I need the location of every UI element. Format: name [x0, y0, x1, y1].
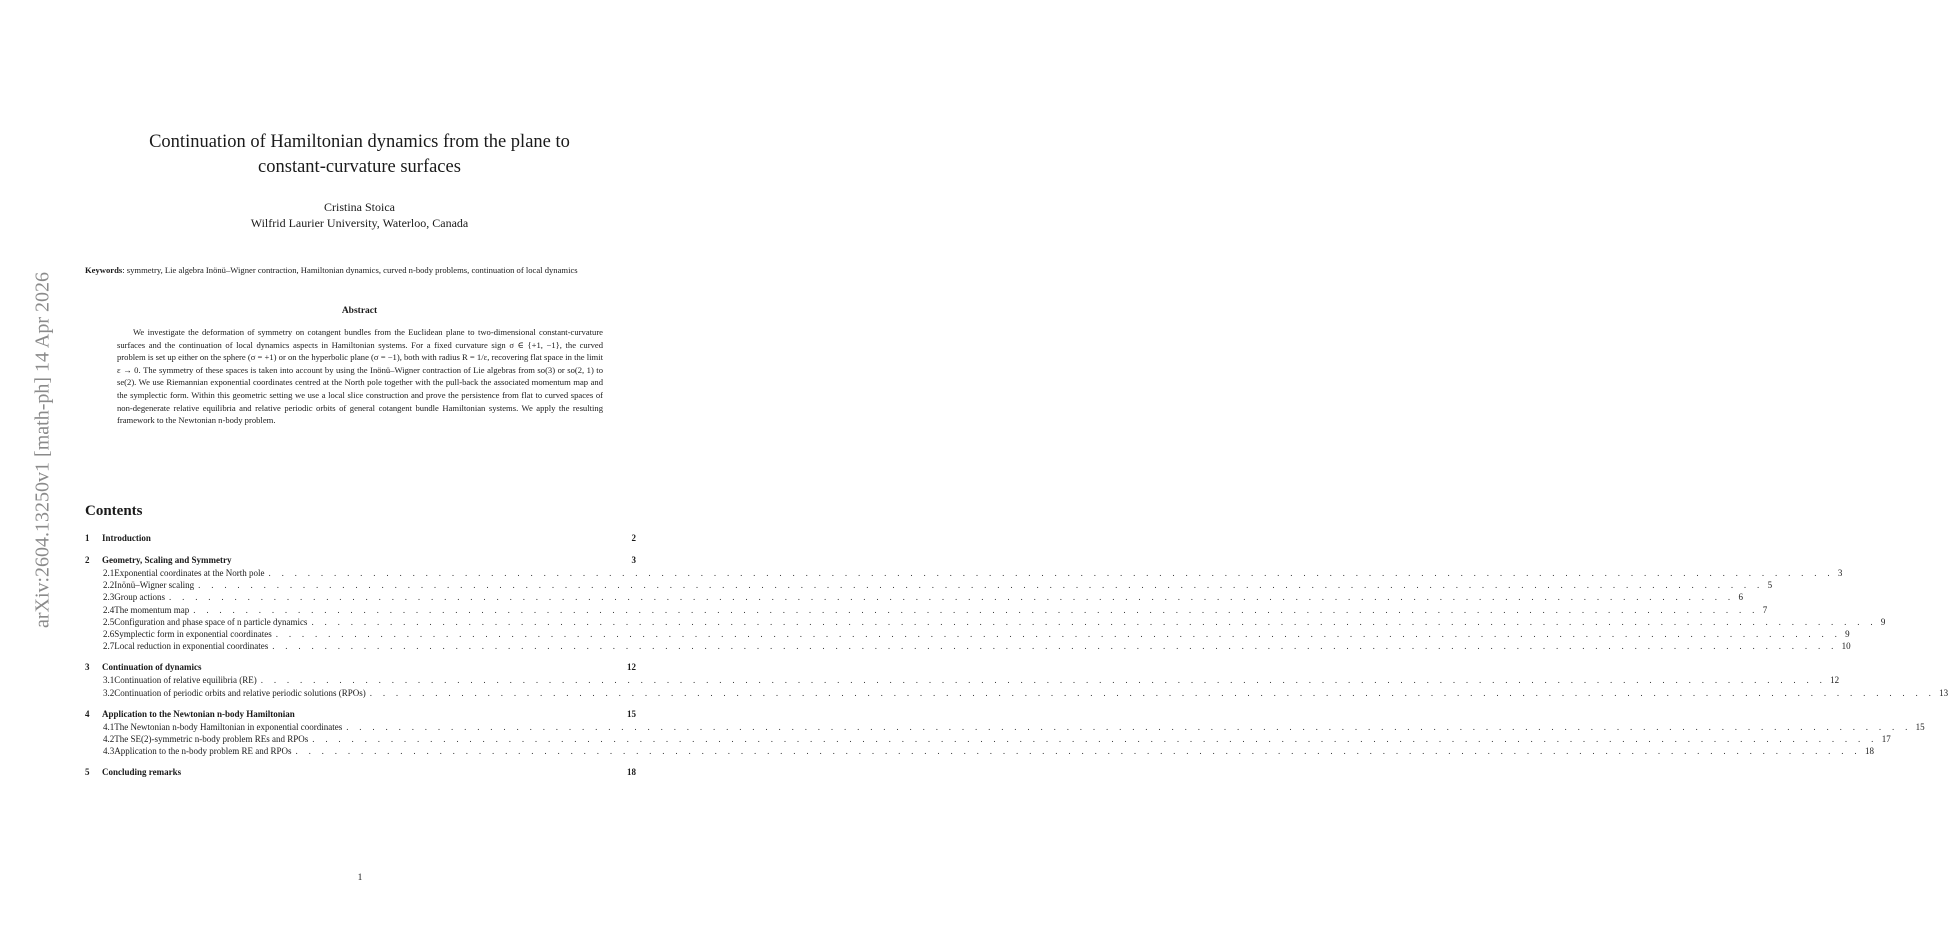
toc-dot-leader: . . . . . . . . . . . . . . . . . . . . . . . . . . . . . . . . . . . . . . . . . . . . . . . . . . . . . . . . . . . . . . . . . . . . . . . . . . . . . . . . . . . . . . . . . . . . . . . . . . . . . . . . . . . . . . . . . . . . . . . . — [346, 721, 1912, 732]
toc-subsection-title: The SE(2)-symmetric n-body problem REs and RPOs — [114, 733, 309, 744]
toc-subsection-title: Exponential coordinates at the North pole — [114, 568, 265, 578]
toc-section-page: 3 — [631, 555, 636, 565]
toc-subsection-number: 2.6 — [103, 628, 115, 639]
toc-section-entry[interactable] — [85, 554, 636, 567]
toc-subsection-page: 9 — [1880, 616, 1886, 627]
title-line-2: constant-curvature surfaces — [258, 157, 461, 177]
paper-title — [85, 130, 634, 180]
toc-section-page: 18 — [627, 767, 636, 778]
toc-section-number: 4 — [85, 708, 90, 719]
abstract-text: We investigate the deformation of symmetry on cotangent bundles from the Euclidean plane to two-dimensional constant-curvature surfaces and the continuation of local dynamics aspects in Hamiltonian systems. For a fixed curvature sign σ ∈ {+1, −1}, the curved problem is set up either on the sphere (σ = +1) or on the hyperbolic plane (σ = −1), both with radius R = 1/ε, recovering flat space in the limit ε → 0. The symmetry of these spaces is taken into account by using the Inönü–Wigner contraction of Lie algebras from so(3) or so(2, 1) to se(2). We use Riemannian exponential coordinates centred at the North pole together with the pull-back the associated momentum map and the symplectic form. Within this geometric setting we use a local slice construction and prove the persistence from flat to curved spaces of non-degenerate relative equilibria and relative periodic orbits of general cotangent bundle Hamiltonian systems. We apply the resulting framework to the Newtonian n-body problem. — [117, 327, 603, 426]
keywords-text: : symmetry, Lie algebra Inönü–Wigner contraction, Hamiltonian dynamics, curved n-body problems, continuation of local dynamics — [122, 265, 578, 275]
toc-subsection-page: 12 — [1830, 675, 1840, 686]
toc-subsection-number: 3.1 — [103, 675, 115, 686]
toc-subsection-entry[interactable] — [85, 674, 1840, 686]
toc-subsection-entry[interactable] — [85, 591, 1743, 603]
toc-subsection-title: The Newtonian n-body Hamiltonian in exponential coordinates — [114, 721, 343, 732]
toc-section-title: Geometry, Scaling and Symmetry — [102, 555, 232, 565]
toc-subsection-page: 15 — [1915, 721, 1925, 732]
toc-section-title: Concluding remarks — [102, 767, 182, 778]
contents-heading: Contents — [85, 503, 143, 519]
toc-subsection-title: Configuration and phase space of n particle dynamics — [114, 616, 308, 627]
toc-dot-leader: . . . . . . . . . . . . . . . . . . . . . . . . . . . . . . . . . . . . . . . . . . . . . . . . . . . . . . . . . . . . . . . . . . . . . . . . . . . . . . . . . . . . . . . . . . . . . . . . . . . . . . . . . . . . . . . . . . . . . . . . — [198, 580, 1764, 591]
toc-subsection-number: 4.3 — [103, 746, 115, 757]
toc-subsection-number: 4.2 — [103, 733, 115, 744]
title-line-1: Continuation of Hamiltonian dynamics from the plane to — [149, 132, 570, 152]
toc-section-number: 3 — [85, 662, 90, 673]
toc-subsection-title: Local reduction in exponential coordinates — [114, 641, 269, 652]
toc-subsection-number: 4.1 — [103, 721, 115, 732]
toc-subsection-title: Application to the n-body problem RE and RPOs — [114, 746, 292, 757]
toc-subsection-number: 2.3 — [103, 592, 115, 603]
toc-section-page: 12 — [627, 662, 636, 673]
toc-subsection-number: 2.1 — [103, 568, 115, 578]
arxiv-identifier: arXiv:2604.13250v1 [math-ph] 14 Apr 2026 — [31, 271, 54, 629]
toc-dot-leader: . . . . . . . . . . . . . . . . . . . . . . . . . . . . . . . . . . . . . . . . . . . . . . . . . . . . . . . . . . . . . . . . . . . . . . . . . . . . . . . . . . . . . . . . . . . . . . . . . . . . . . . . . . . . . . . . . . . . . . . . — [295, 746, 1861, 757]
toc-section-gap — [85, 757, 636, 766]
toc-subsection-number: 2.5 — [103, 616, 115, 627]
toc-subsection-title: The momentum map — [114, 604, 190, 615]
toc-section-title: Continuation of dynamics — [102, 662, 202, 673]
toc-section-number: 5 — [85, 767, 90, 778]
toc-subsection-number: 3.2 — [103, 687, 115, 698]
toc-subsection-entry[interactable] — [85, 616, 1886, 628]
toc-dot-leader: . . . . . . . . . . . . . . . . . . . . . . . . . . . . . . . . . . . . . . . . . . . . . . . . . . . . . . . . . . . . . . . . . . . . . . . . . . . . . . . . . . . . . . . . . . . . . . . . . . . . . . . . . . . . . . . . . . . . . . . . — [275, 628, 1842, 639]
toc-dot-leader: . . . . . . . . . . . . . . . . . . . . . . . . . . . . . . . . . . . . . . . . . . . . . . . . . . . . . . . . . . . . . . . . . . . . . . . . . . . . . . . . . . . . . . . . . . . . . . . . . . . . . . . . . . . . . . . . . . . . . . . . — [260, 675, 1827, 686]
toc-subsection-entry[interactable] — [85, 628, 1850, 640]
toc-subsection-number: 2.7 — [103, 641, 115, 652]
author-block — [85, 199, 634, 231]
toc-subsection-title: Symplectic form in exponential coordinates — [114, 628, 272, 639]
author-name: Cristina Stoica — [324, 200, 395, 214]
toc-subsection-entry[interactable] — [85, 604, 1768, 616]
toc-subsection-entry[interactable] — [85, 745, 1874, 757]
toc-subsection-entry[interactable] — [85, 567, 1843, 579]
toc-dot-leader: . . . . . . . . . . . . . . . . . . . . . . . . . . . . . . . . . . . . . . . . . . . . . . . . . . . . . . . . . . . . . . . . . . . . . . . . . . . . . . . . . . . . . . . . . . . . . . . . . . . . . . . . . . . . . . . . . . . . . . . . — [193, 604, 1759, 615]
toc-subsection-number: 2.2 — [103, 580, 115, 591]
toc-section-page: 15 — [627, 708, 636, 719]
toc-subsection-page: 6 — [1738, 592, 1743, 603]
toc-section-page: 2 — [631, 533, 636, 543]
toc-section-number: 1 — [85, 533, 90, 543]
toc-dot-leader: . . . . . . . . . . . . . . . . . . . . . . . . . . . . . . . . . . . . . . . . . . . . . . . . . . . . . . . . . . . . . . . . . . . . . . . . . . . . . . . . . . . . . . . . . . . . . . . . . . . . . . . . . . . . . . . . . . . . . . . . — [369, 687, 1936, 698]
toc-section-gap — [85, 652, 636, 661]
toc-section-title: Introduction — [102, 533, 151, 543]
toc-subsection-page: 18 — [1864, 746, 1874, 757]
table-of-contents — [85, 532, 1948, 779]
toc-subsection-page: 9 — [1845, 628, 1850, 639]
page-number: 1 — [357, 873, 363, 883]
toc-dot-leader: . . . . . . . . . . . . . . . . . . . . . . . . . . . . . . . . . . . . . . . . . . . . . . . . . . . . . . . . . . . . . . . . . . . . . . . . . . . . . . . . . . . . . . . . . . . . . . . . . . . . . . . . . . . . . . . . . . . . . . . . — [311, 616, 1877, 627]
toc-subsection-page: 17 — [1881, 733, 1891, 744]
toc-subsection-entry[interactable] — [85, 721, 1925, 733]
abstract-heading: Abstract — [341, 306, 378, 316]
toc-subsection-page: 5 — [1767, 580, 1773, 591]
toc-subsection-page: 7 — [1762, 604, 1768, 615]
toc-subsection-page: 13 — [1939, 687, 1948, 698]
toc-section-gap — [85, 545, 636, 554]
toc-dot-leader: . . . . . . . . . . . . . . . . . . . . . . . . . . . . . . . . . . . . . . . . . . . . . . . . . . . . . . . . . . . . . . . . . . . . . . . . . . . . . . . . . . . . . . . . . . . . . . . . . . . . . . . . . . . . . . . . . . . . . . . . — [312, 733, 1878, 744]
toc-dot-leader: . . . . . . . . . . . . . . . . . . . . . . . . . . . . . . . . . . . . . . . . . . . . . . . . . . . . . . . . . . . . . . . . . . . . . . . . . . . . . . . . . . . . . . . . . . . . . . . . . . . . . . . . . . . . . . . . . . . . . . . . — [268, 568, 1834, 578]
toc-section-gap — [85, 699, 636, 708]
toc-subsection-title: Continuation of periodic orbits and relative periodic solutions (RPOs) — [114, 687, 366, 698]
toc-subsection-entry[interactable] — [85, 579, 1773, 591]
toc-subsection-entry[interactable] — [85, 733, 1891, 745]
toc-subsection-title: Inönü–Wigner scaling — [114, 580, 195, 591]
toc-subsection-number: 2.4 — [103, 604, 115, 615]
keywords — [85, 264, 634, 276]
toc-subsection-page: 10 — [1841, 641, 1851, 652]
toc-section-title: Application to the Newtonian n-body Hamiltonian — [102, 708, 295, 719]
toc-subsection-entry[interactable] — [85, 640, 1851, 652]
toc-subsection-title: Continuation of relative equilibria (RE) — [114, 675, 257, 686]
toc-section-entry[interactable] — [85, 708, 636, 721]
author-affiliation: Wilfrid Laurier University, Waterloo, Canada — [250, 216, 469, 230]
keywords-label: Keywords — [85, 265, 123, 275]
toc-dot-leader: . . . . . . . . . . . . . . . . . . . . . . . . . . . . . . . . . . . . . . . . . . . . . . . . . . . . . . . . . . . . . . . . . . . . . . . . . . . . . . . . . . . . . . . . . . . . . . . . . . . . . . . . . . . . . . . . . . . . . . . . — [169, 592, 1735, 603]
toc-subsection-entry[interactable] — [85, 687, 1948, 699]
toc-section-entry[interactable] — [85, 766, 636, 779]
toc-section-entry[interactable] — [85, 661, 636, 674]
toc-subsection-title: Group actions — [114, 592, 165, 603]
toc-section-number: 2 — [85, 555, 90, 565]
toc-subsection-page: 3 — [1837, 568, 1843, 578]
toc-section-entry[interactable] — [85, 532, 636, 545]
toc-dot-leader: . . . . . . . . . . . . . . . . . . . . . . . . . . . . . . . . . . . . . . . . . . . . . . . . . . . . . . . . . . . . . . . . . . . . . . . . . . . . . . . . . . . . . . . . . . . . . . . . . . . . . . . . . . . . . . . . . . . . . . . . — [272, 641, 1838, 652]
